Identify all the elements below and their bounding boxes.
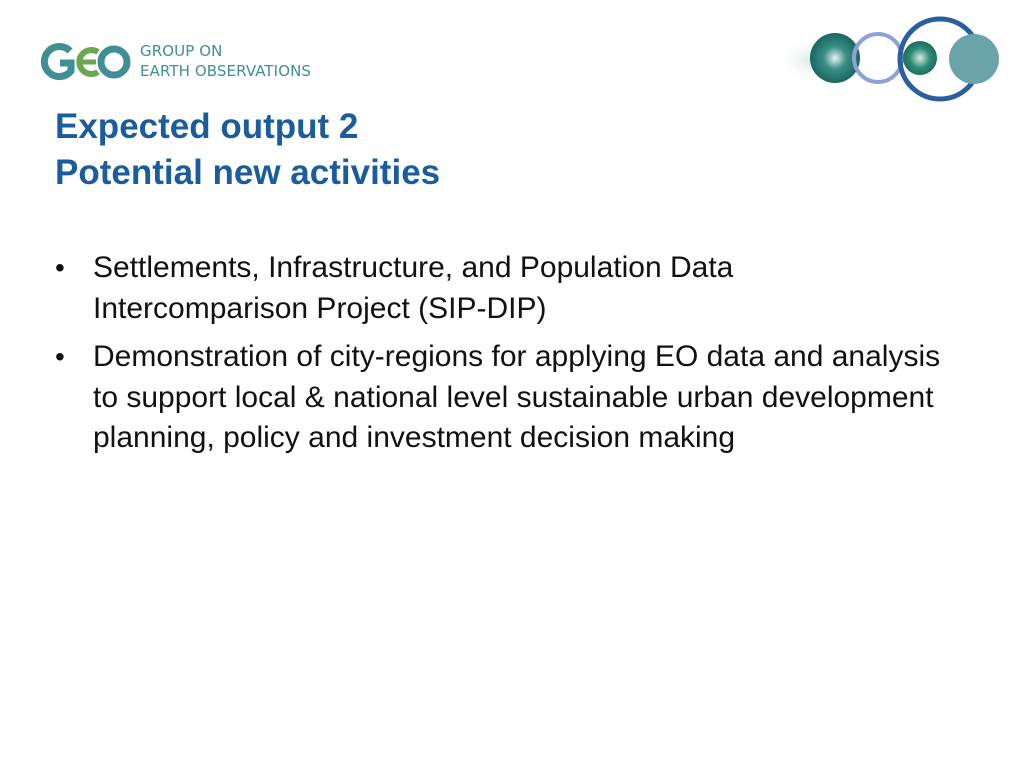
geo-logo [40,40,340,84]
logo-text [140,41,311,81]
bullet-text: Demonstration of city-regions for applying EO data and analysis to support local & national level sustainable urban development planning, policy and investment decision making [93,340,941,454]
title-line-2: Potential new activities [55,153,441,192]
bullet-marker: • [55,252,65,283]
title-line-1: Expected output 2 [55,107,359,146]
bullet-text: Settlements, Infrastructure, and Population Data Intercomparison Project (SIP-DIP) [93,251,734,325]
geo-logo-icon [40,40,132,84]
bullet-list [55,248,955,467]
bullet-marker: • [55,341,65,372]
logo-line-1: GROUP ON [140,42,223,60]
slide-title [55,104,440,196]
orbs-decoration-icon [772,10,1012,110]
bullet-item [55,248,955,329]
logo-line-2: EARTH OBSERVATIONS [140,62,312,80]
bullet-item [55,337,955,459]
